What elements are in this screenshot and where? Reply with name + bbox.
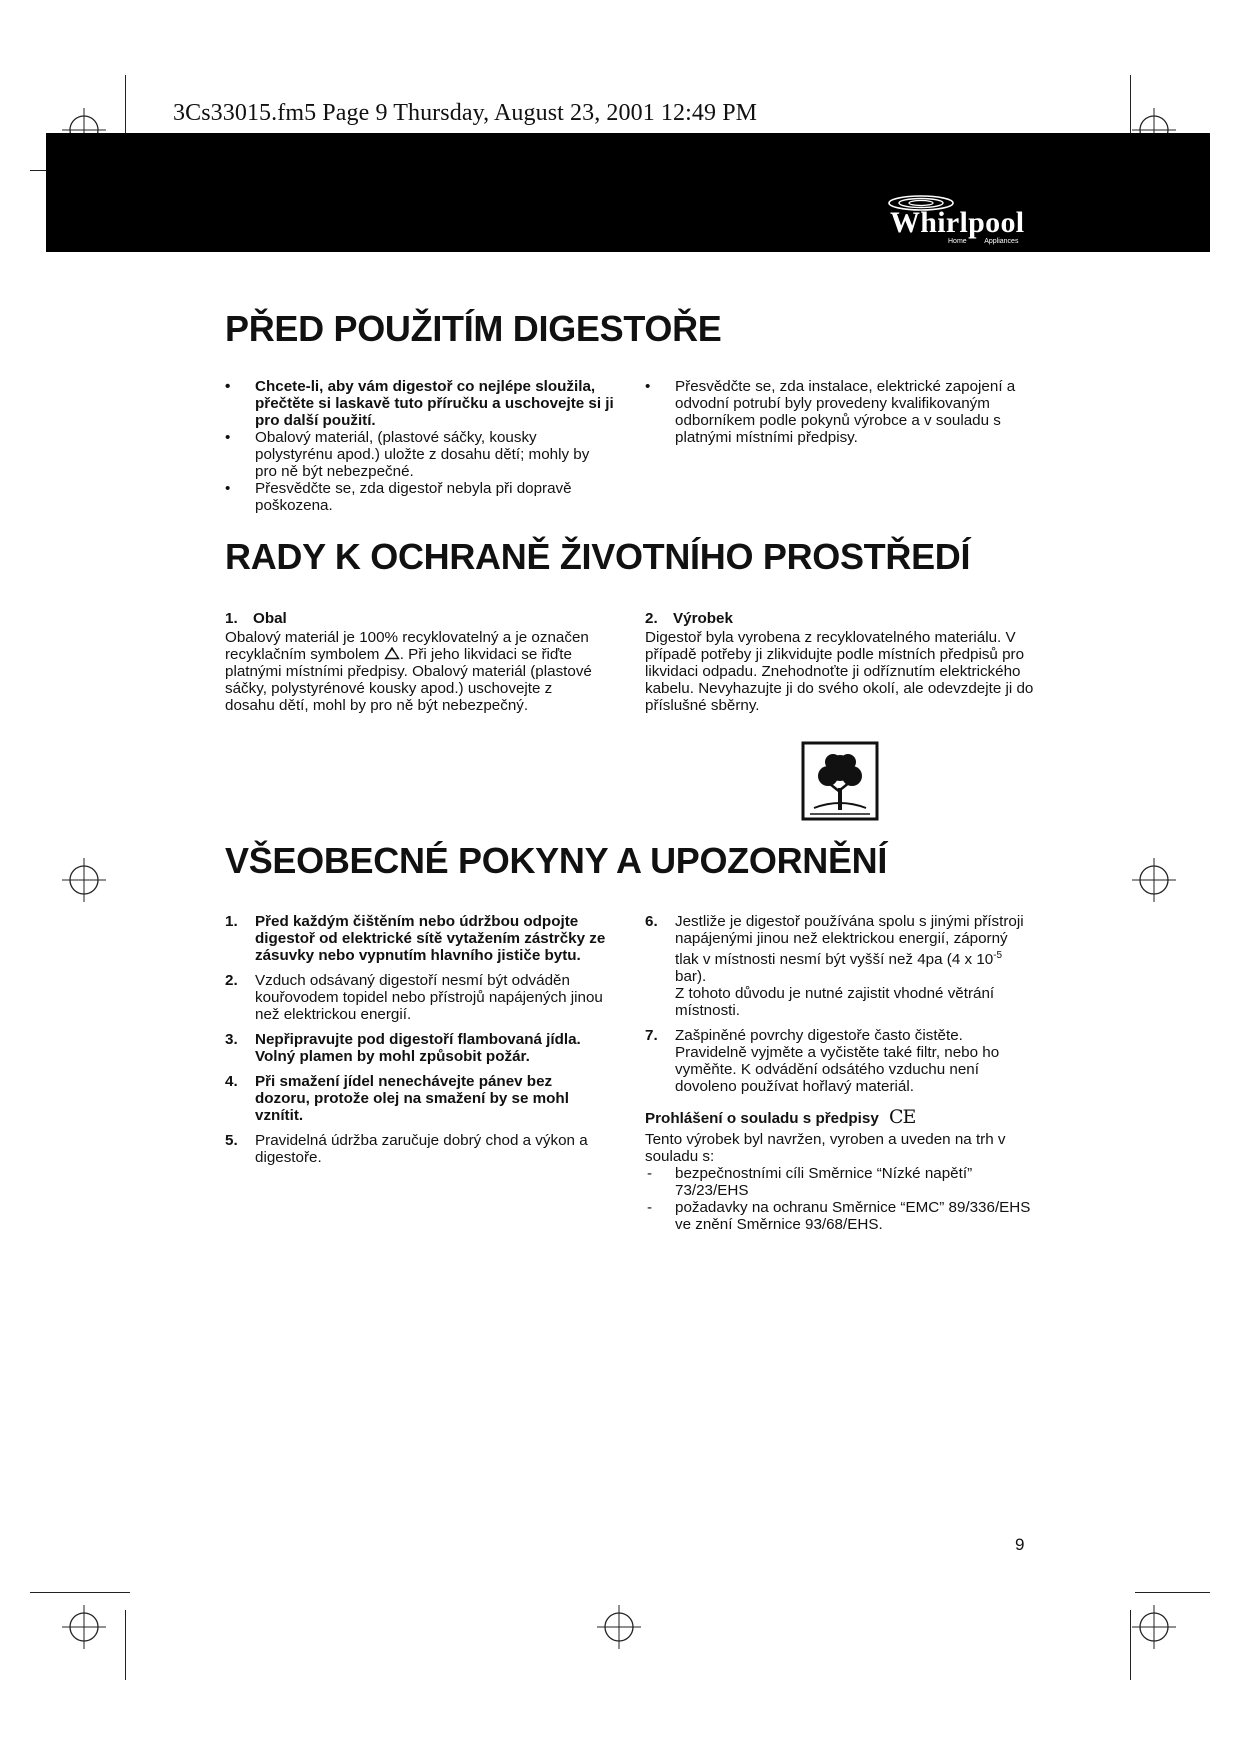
item-number: 3. [225,1031,238,1048]
subheading [645,610,1035,627]
item-text: Při smažení jídel nenechávejte pánev bez dozoru, protože olej na smažení by se mohl vznítit. [255,1073,569,1124]
item-number: 1. [225,913,238,930]
list-item [645,1027,1035,1095]
subheading-number: 2. [645,610,658,627]
section1-right-column [645,378,1035,446]
conformity-intro: Tento výrobek byl navržen, vyroben a uveden na trh v souladu s: [645,1131,1006,1166]
section2-right-column [645,610,1035,714]
section-title: VŠEOBECNÉ POKYNY A UPOZORNĚNÍ [225,840,888,881]
item-superscript: -5 [993,950,1003,961]
crop-mark [30,1592,130,1593]
item-text: Nepřipravujte pod digestoří flambovaná jídla. Volný plamen by mohl způsobit požár. [255,1031,581,1065]
item-text: Jestliže je digestoř používána spolu s jinými přístroji napájenými jinou než elektrickou energií, záporný tlak v místnosti nesmí být vyšší než 4pa (4 x 10 [675,913,1024,969]
registration-mark-icon [62,858,106,902]
paragraph [225,629,600,714]
brand-wordmark: Whirlpool [890,206,1025,239]
item-number: 7. [645,1027,658,1045]
brand-sub-right: Appliances [984,238,1019,245]
numbered-list [645,913,1035,1095]
item-text: Vzduch odsávaný digestoří nesmí být odváděn kouřovodem topidel nebo přístrojů napájených jinou než elektrickou energií. [255,972,603,1023]
item-number: 5. [225,1132,238,1149]
crop-mark [1135,1592,1210,1593]
item-text: Zašpiněné povrchy digestoře často čistěte. Pravidelně vyjměte a vyčistěte také filtr, nebo ho vyměňte. K odvádění odsátého vzduchu není dovoleno používat hořlavý materiál. [675,1027,1000,1096]
list-item [645,913,1035,1019]
item-text: Z tohoto důvodu je nutné zajistit vhodné větrání místnosti. [675,985,995,1020]
item-number: 4. [225,1073,238,1090]
subheading-number: 1. [225,610,238,627]
conformity-heading [645,1106,1035,1129]
item-number: 6. [645,913,658,930]
conformity-list [645,1165,1035,1233]
brand-tagline [948,238,1018,245]
registration-mark-icon [597,1605,641,1649]
list-item [225,1031,610,1065]
section1-left-column [225,378,615,514]
numbered-list [225,913,610,1166]
list-item [225,913,610,964]
section3-right-column [645,913,1035,1233]
brand-sub-left: Home [948,238,967,245]
subheading-text: Výrobek [673,610,733,627]
list-item [225,972,610,1023]
item-text: bar). [675,968,707,986]
registration-mark-icon [1132,858,1176,902]
page-number: 9 [1015,1535,1025,1554]
brand-logo [876,194,1036,250]
list-item: • Chcete-li, aby vám digestoř co nejlépe sloužila, přečtěte si laskavě tuto příručku a uschovejte si ji pro další použití. [225,378,615,429]
list-item [225,1132,610,1166]
tree-environment-icon [800,740,880,822]
bullet-list [645,378,1035,446]
subheading-text: Obal [253,610,287,627]
list-item: • Přesvědčte se, zda instalace, elektrické zapojení a odvodní potrubí byly provedeny kvalifikovaným odborníkem podle pokynů výrobce a v souladu s platnými místními předpisy. [645,378,1035,446]
list-item: - bezpečnostními cíli Směrnice “Nízké napětí” 73/23/EHS [645,1165,1035,1199]
item-number: 2. [225,972,238,989]
list-item: - požadavky na ochranu Směrnice “EMC” 89/336/EHS ve znění Směrnice 93/68/EHS. [645,1199,1035,1233]
item-text: Před každým čištěním nebo údržbou odpojte digestoř od elektrické sítě vytažením zástrčky ze zásuvky nebo vypnutím hlavního jističe bytu. [255,913,606,964]
paragraph-text: Obalový materiál je 100% recyklovatelný a je označen recyklačním symbolem [225,629,589,663]
crop-mark [125,1610,126,1680]
crop-mark [1130,1610,1131,1680]
ce-mark-icon: CE [889,1106,916,1129]
section2-left-column [225,610,600,714]
recycle-icon [384,647,400,660]
list-item: • Obalový materiál, (plastové sáčky, kousky polystyrénu apod.) uložte z dosahu dětí; mohly by pro ně být nebezpečné. [225,429,615,480]
registration-mark-icon [1132,1605,1176,1649]
registration-mark-icon [62,1605,106,1649]
paragraph: Digestoř byla vyrobena z recyklovatelného materiálu. V případě potřeby ji zlikvidujte podle místních předpisů pro likvidaci odpadu. Znehodnoťte ji odříznutím elektrického kabelu. Nevyhazujte ji do svého okolí, ale odevzdejte ji do příslušné sběrny. [645,629,1034,714]
paragraph-text: . Při jeho likvidaci se řiďte platnými místními předpisy. Obalový materiál (plastové sáčky, polystyrénové kousky apod.) uschovejte z dosahu dětí, mohl by pro ně být nebezpečný. [225,646,592,714]
conformity-heading-text: Prohlášení o souladu s předpisy [645,1110,879,1128]
list-item: • Přesvědčte se, zda digestoř nebyla při dopravě poškozena. [225,480,615,514]
section-title: PŘED POUŽITÍM DIGESTOŘE [225,308,722,349]
subheading [225,610,600,627]
item-text: Pravidelná údržba zaručuje dobrý chod a výkon a digestoře. [255,1132,588,1166]
print-slug: 3Cs33015.fm5 Page 9 Thursday, August 23, 2001 12:49 PM [173,100,758,126]
list-item [225,1073,610,1124]
bullet-list [225,378,615,514]
section3-left-column [225,913,610,1174]
section-title: RADY K OCHRANĚ ŽIVOTNÍHO PROSTŘEDÍ [225,536,971,577]
